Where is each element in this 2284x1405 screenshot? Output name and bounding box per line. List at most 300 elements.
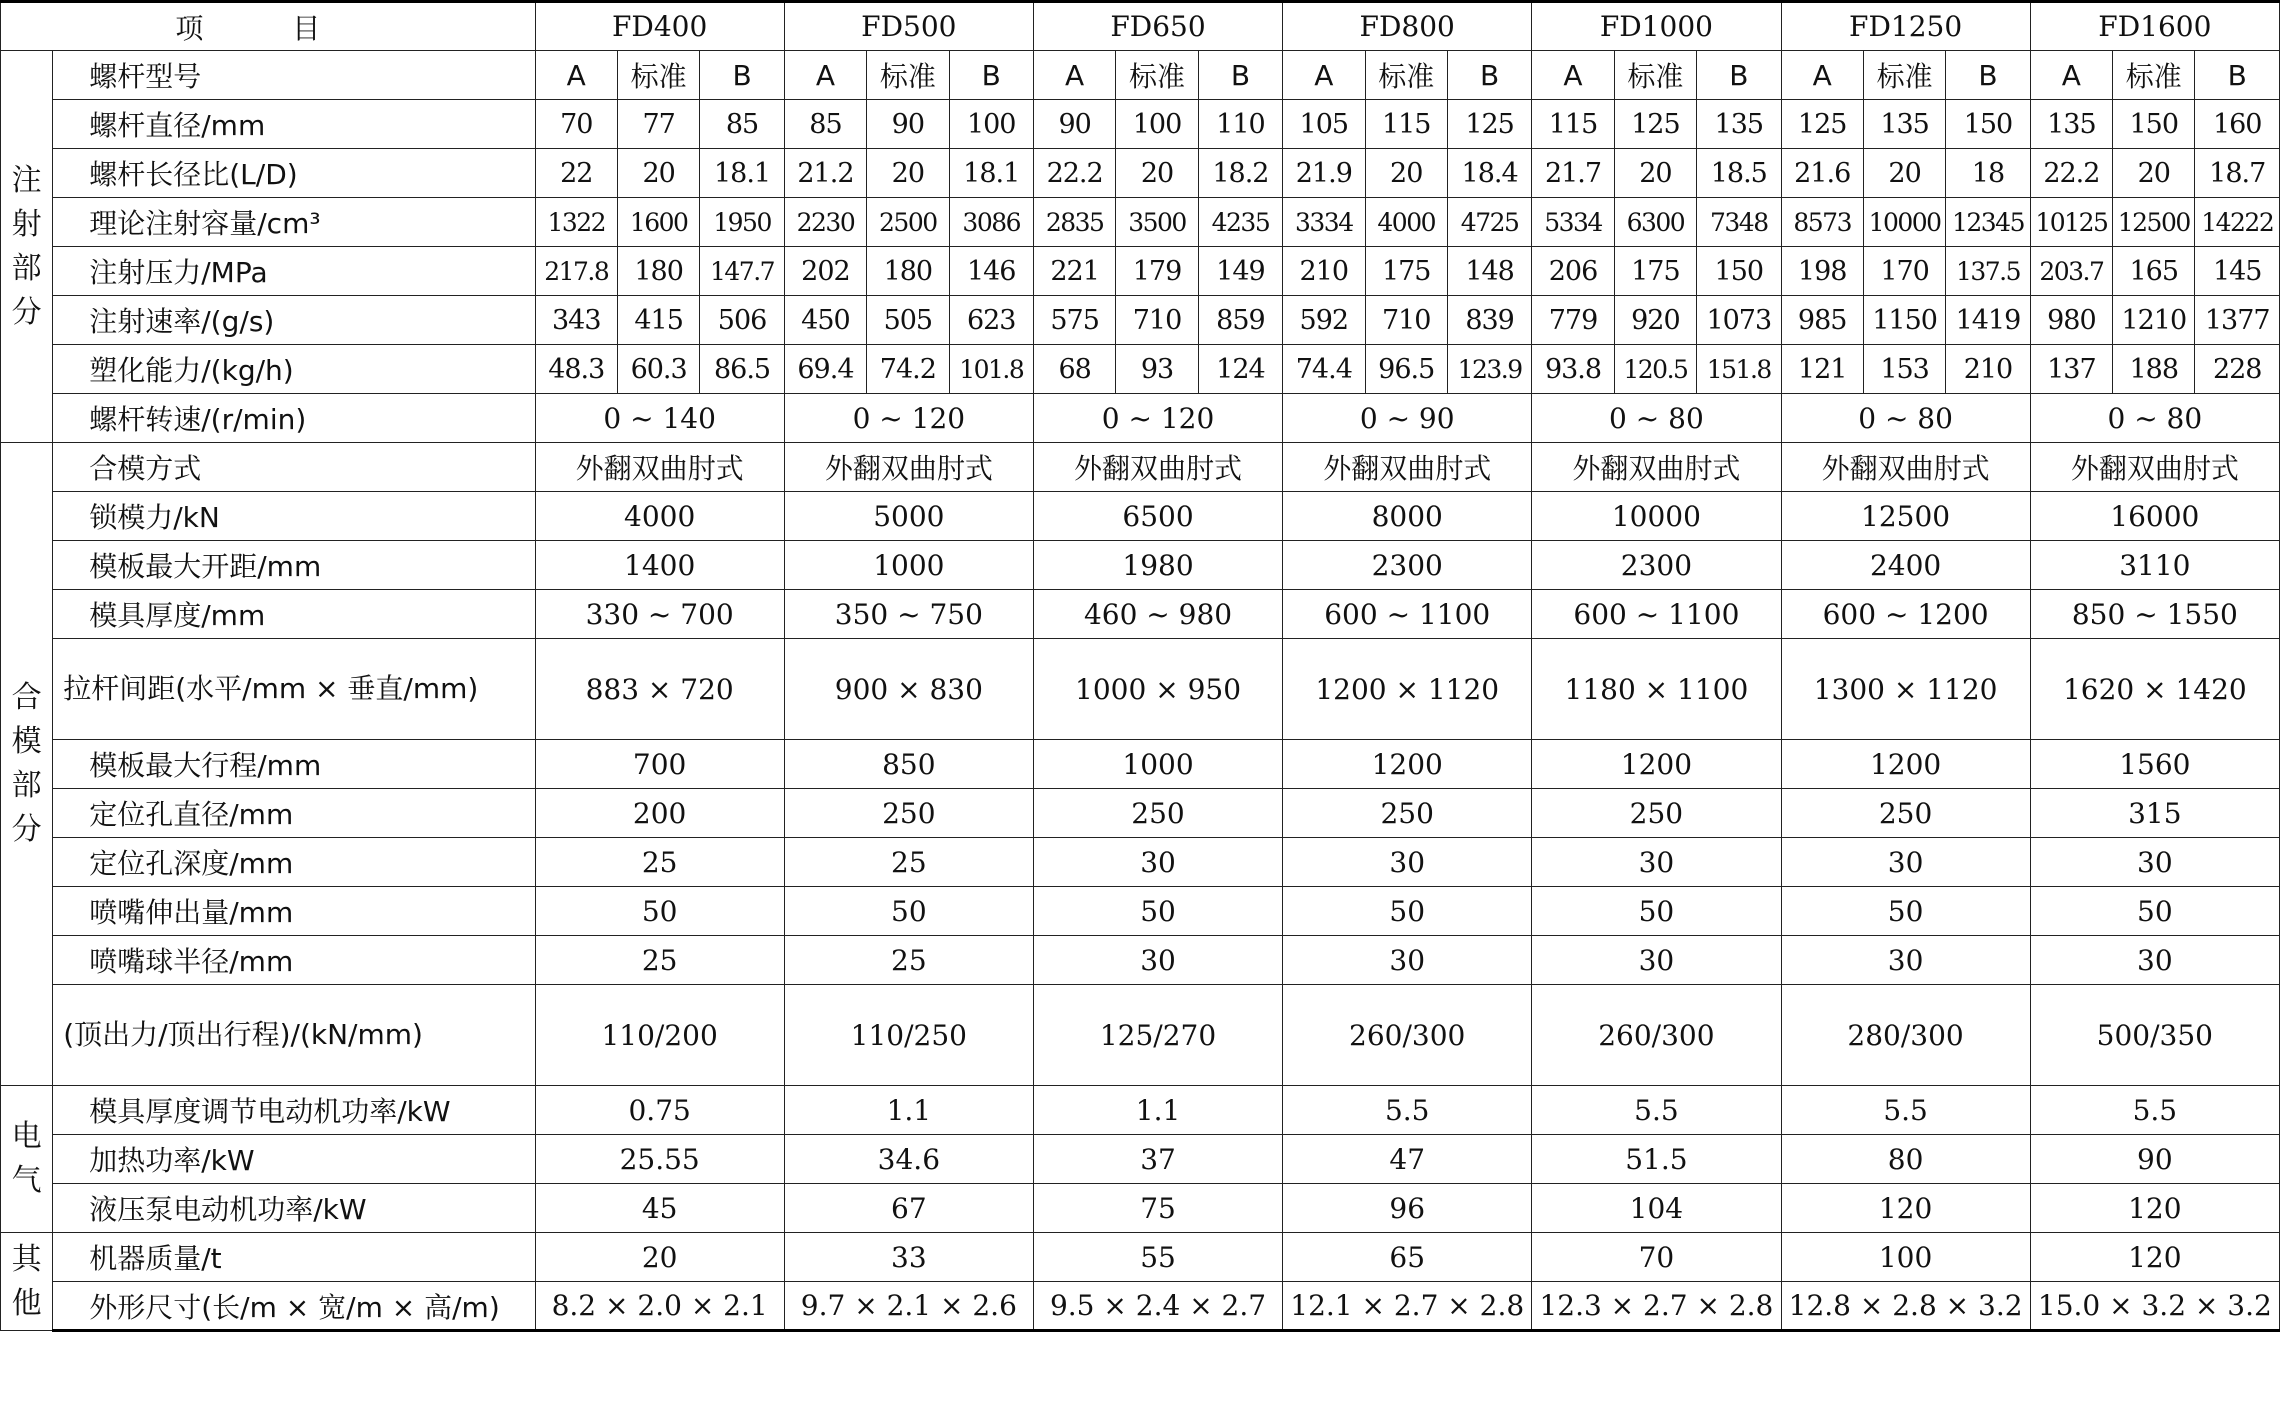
table-cell: 65	[1283, 1233, 1532, 1282]
table-cell: 外翻双曲肘式	[1283, 443, 1532, 492]
table-cell: 4725	[1447, 198, 1531, 247]
table-cell: 315	[2030, 789, 2279, 838]
table-cell: 74.4	[1283, 345, 1365, 394]
table-cell: 920	[1614, 296, 1696, 345]
table-cell: 50	[535, 887, 784, 936]
table-cell: 203.7	[2030, 247, 2112, 296]
table-cell: 25	[535, 838, 784, 887]
table-cell: 3110	[2030, 541, 2279, 590]
table-cell: 93	[1116, 345, 1198, 394]
table-cell: 160	[2195, 100, 2280, 149]
row-nozzle-radius	[1, 936, 2280, 985]
table-cell: 1300 × 1120	[1781, 639, 2030, 740]
table-cell: 883 × 720	[535, 639, 784, 740]
table-cell: B	[1697, 51, 1781, 100]
table-cell: 18.1	[700, 149, 784, 198]
table-cell: 2835	[1033, 198, 1115, 247]
table-cell: 210	[1946, 345, 2030, 394]
table-cell: 135	[2030, 100, 2112, 149]
table-cell: 18.4	[1447, 149, 1531, 198]
table-cell: 1073	[1697, 296, 1781, 345]
table-cell: 221	[1033, 247, 1115, 296]
row-label: 加热功率/kW	[53, 1135, 535, 1184]
table-cell: 779	[1532, 296, 1614, 345]
table-cell: 1377	[2195, 296, 2280, 345]
table-cell: 1620 × 1420	[2030, 639, 2279, 740]
table-cell: 260/300	[1532, 985, 1781, 1086]
table-cell: 850 ~ 1550	[2030, 590, 2279, 639]
table-cell: 18.2	[1198, 149, 1282, 198]
row-mold-motor	[1, 1086, 2280, 1135]
table-cell: 147.7	[700, 247, 784, 296]
table-cell: 30	[1532, 838, 1781, 887]
row-heating	[1, 1135, 2280, 1184]
table-cell: 1000	[1033, 740, 1282, 789]
table-cell: 415	[617, 296, 699, 345]
table-cell: 45	[535, 1184, 784, 1233]
table-cell: 260/300	[1283, 985, 1532, 1086]
table-cell: 115	[1532, 100, 1614, 149]
table-cell: 1.1	[784, 1086, 1033, 1135]
table-cell: 21.7	[1532, 149, 1614, 198]
table-cell: 101.8	[949, 345, 1033, 394]
table-cell: 外翻双曲肘式	[784, 443, 1033, 492]
table-cell: 外翻双曲肘式	[535, 443, 784, 492]
table-cell: 9.5 × 2.4 × 2.7	[1033, 1282, 1282, 1331]
table-cell: 150	[1697, 247, 1781, 296]
row-injection-rate	[1, 296, 2280, 345]
table-cell: 710	[1116, 296, 1198, 345]
table-cell: 900 × 830	[784, 639, 1033, 740]
table-cell: 22.2	[2030, 149, 2112, 198]
row-clamp-force	[1, 492, 2280, 541]
table-cell: 6500	[1033, 492, 1282, 541]
table-cell: 70	[535, 100, 617, 149]
table-cell: A	[1283, 51, 1365, 100]
table-cell: 0 ~ 120	[784, 394, 1033, 443]
row-max-opening	[1, 541, 2280, 590]
row-mold-thickness	[1, 590, 2280, 639]
table-cell: 50	[784, 887, 1033, 936]
table-cell: 120.5	[1614, 345, 1696, 394]
row-clamp-method	[1, 443, 2280, 492]
table-cell: 150	[2113, 100, 2195, 149]
table-cell: 4000	[1365, 198, 1447, 247]
row-locating-depth	[1, 838, 2280, 887]
table-cell: 85	[700, 100, 784, 149]
table-cell: 外翻双曲肘式	[1781, 443, 2030, 492]
table-cell: 90	[867, 100, 949, 149]
table-cell: 5.5	[1781, 1086, 2030, 1135]
table-cell: A	[535, 51, 617, 100]
model-header: FD1250	[1781, 2, 2030, 51]
table-cell: 21.6	[1781, 149, 1863, 198]
table-cell: 标准	[617, 51, 699, 100]
table-cell: 标准	[1614, 51, 1696, 100]
table-cell: 8.2 × 2.0 × 2.1	[535, 1282, 784, 1331]
table-cell: 3334	[1283, 198, 1365, 247]
table-cell: 67	[784, 1184, 1033, 1233]
row-label: 模板最大开距/mm	[53, 541, 535, 590]
table-cell: 93.8	[1532, 345, 1614, 394]
table-cell: 137	[2030, 345, 2112, 394]
table-cell: 47	[1283, 1135, 1532, 1184]
table-cell: 100	[949, 100, 1033, 149]
table-cell: 20	[1116, 149, 1198, 198]
table-cell: 1560	[2030, 740, 2279, 789]
table-cell: 2230	[784, 198, 866, 247]
table-cell: 30	[1781, 838, 2030, 887]
table-cell: 343	[535, 296, 617, 345]
row-label: (顶出力/顶出行程)/(kN/mm)	[53, 985, 535, 1086]
table-cell: 12.1 × 2.7 × 2.8	[1283, 1282, 1532, 1331]
table-cell: 96.5	[1365, 345, 1447, 394]
table-cell: 50	[1781, 887, 2030, 936]
table-cell: B	[1198, 51, 1282, 100]
table-cell: 86.5	[700, 345, 784, 394]
table-cell: 110/200	[535, 985, 784, 1086]
table-cell: 2400	[1781, 541, 2030, 590]
table-cell: 48.3	[535, 345, 617, 394]
table-cell: 77	[617, 100, 699, 149]
table-cell: 250	[1781, 789, 2030, 838]
table-cell: 75	[1033, 1184, 1282, 1233]
table-cell: 121	[1781, 345, 1863, 394]
table-cell: 330 ~ 700	[535, 590, 784, 639]
table-cell: 350 ~ 750	[784, 590, 1033, 639]
table-cell: 30	[1781, 936, 2030, 985]
table-cell: 外翻双曲肘式	[1532, 443, 1781, 492]
table-cell: A	[784, 51, 866, 100]
table-cell: 206	[1532, 247, 1614, 296]
table-cell: 600 ~ 1100	[1532, 590, 1781, 639]
table-cell: 3086	[949, 198, 1033, 247]
table-cell: 150	[1946, 100, 2030, 149]
table-cell: 20	[1614, 149, 1696, 198]
table-cell: 20	[617, 149, 699, 198]
table-cell: 2300	[1532, 541, 1781, 590]
table-cell: 33	[784, 1233, 1033, 1282]
table-cell: 0 ~ 140	[535, 394, 784, 443]
table-cell: 18.7	[2195, 149, 2280, 198]
table-cell: 10000	[1863, 198, 1945, 247]
table-cell: 700	[535, 740, 784, 789]
row-label: 模板最大行程/mm	[53, 740, 535, 789]
table-cell: B	[1946, 51, 2030, 100]
table-cell: 202	[784, 247, 866, 296]
table-cell: 30	[1033, 838, 1282, 887]
table-cell: 12500	[2113, 198, 2195, 247]
table-cell: 30	[1532, 936, 1781, 985]
table-cell: 70	[1532, 1233, 1781, 1282]
table-cell: 137.5	[1946, 247, 2030, 296]
table-cell: 34.6	[784, 1135, 1033, 1184]
row-locating-diameter	[1, 789, 2280, 838]
table-cell: 21.2	[784, 149, 866, 198]
table-cell: 859	[1198, 296, 1282, 345]
table-cell: 16000	[2030, 492, 2279, 541]
model-header: FD500	[784, 2, 1033, 51]
table-cell: 90	[1033, 100, 1115, 149]
table-cell: 0 ~ 120	[1033, 394, 1282, 443]
table-cell: 7348	[1697, 198, 1781, 247]
row-pump-motor	[1, 1184, 2280, 1233]
table-cell: 标准	[867, 51, 949, 100]
table-cell: 135	[1697, 100, 1781, 149]
table-cell: 12345	[1946, 198, 2030, 247]
row-label: 螺杆型号	[53, 51, 535, 100]
table-cell: 188	[2113, 345, 2195, 394]
table-cell: 标准	[1863, 51, 1945, 100]
table-cell: 68	[1033, 345, 1115, 394]
table-cell: 12.3 × 2.7 × 2.8	[1532, 1282, 1781, 1331]
table-cell: 0 ~ 80	[1532, 394, 1781, 443]
table-cell: B	[1447, 51, 1531, 100]
row-label: 模具厚度调节电动机功率/kW	[53, 1086, 535, 1135]
row-label: 喷嘴球半径/mm	[53, 936, 535, 985]
table-cell: 标准	[1365, 51, 1447, 100]
table-cell: 50	[1532, 887, 1781, 936]
table-cell: 104	[1532, 1184, 1781, 1233]
table-cell: 25	[784, 936, 1033, 985]
table-cell: 228	[2195, 345, 2280, 394]
table-cell: 25	[535, 936, 784, 985]
item-header: 项 目	[1, 2, 536, 51]
row-label: 塑化能力/(kg/h)	[53, 345, 535, 394]
table-cell: 20	[1863, 149, 1945, 198]
table-cell: 3500	[1116, 198, 1198, 247]
table-cell: 外翻双曲肘式	[2030, 443, 2279, 492]
table-cell: 25	[784, 838, 1033, 887]
table-cell: 105	[1283, 100, 1365, 149]
model-header: FD1000	[1532, 2, 1781, 51]
table-cell: 506	[700, 296, 784, 345]
table-cell: 12.8 × 2.8 × 3.2	[1781, 1282, 2030, 1331]
table-cell: 20	[2113, 149, 2195, 198]
table-cell: 9.7 × 2.1 × 2.6	[784, 1282, 1033, 1331]
table-cell: 5.5	[1283, 1086, 1532, 1135]
row-label: 外形尺寸(长/m × 宽/m × 高/m)	[53, 1282, 535, 1331]
table-cell: 20	[1365, 149, 1447, 198]
table-cell: 1000	[784, 541, 1033, 590]
table-cell: 250	[1033, 789, 1282, 838]
table-cell: 623	[949, 296, 1033, 345]
table-cell: 600 ~ 1200	[1781, 590, 2030, 639]
table-cell: 1200	[1532, 740, 1781, 789]
row-label: 注射速率/(g/s)	[53, 296, 535, 345]
table-cell: 20	[867, 149, 949, 198]
row-label: 拉杆间距(水平/mm × 垂直/mm)	[53, 639, 535, 740]
table-cell: 1.1	[1033, 1086, 1282, 1135]
table-cell: 175	[1365, 247, 1447, 296]
table-cell: 151.8	[1697, 345, 1781, 394]
table-cell: 985	[1781, 296, 1863, 345]
table-cell: 180	[867, 247, 949, 296]
table-cell: 125/270	[1033, 985, 1282, 1086]
table-cell: 20	[535, 1233, 784, 1282]
table-cell: 85	[784, 100, 866, 149]
table-cell: 1000 × 950	[1033, 639, 1282, 740]
row-ejector	[1, 985, 2280, 1086]
table-cell: 1400	[535, 541, 784, 590]
table-cell: 22.2	[1033, 149, 1115, 198]
table-cell: 100	[1781, 1233, 2030, 1282]
table-cell: 4235	[1198, 198, 1282, 247]
table-cell: 4000	[535, 492, 784, 541]
model-header: FD650	[1033, 2, 1282, 51]
table-cell: 74.2	[867, 345, 949, 394]
table-cell: 30	[2030, 936, 2279, 985]
model-header: FD1600	[2030, 2, 2279, 51]
row-screw-type	[1, 51, 2280, 100]
table-cell: A	[1532, 51, 1614, 100]
table-cell: 18.1	[949, 149, 1033, 198]
row-label: 螺杆转速/(r/min)	[53, 394, 535, 443]
table-cell: 175	[1614, 247, 1696, 296]
group-other: 其他	[1, 1233, 53, 1331]
row-nozzle-protrusion	[1, 887, 2280, 936]
row-label: 模具厚度/mm	[53, 590, 535, 639]
table-cell: 198	[1781, 247, 1863, 296]
table-cell: 710	[1365, 296, 1447, 345]
row-max-stroke	[1, 740, 2280, 789]
table-cell: 170	[1863, 247, 1945, 296]
table-cell: 120	[2030, 1184, 2279, 1233]
table-cell: 217.8	[535, 247, 617, 296]
table-cell: 125	[1447, 100, 1531, 149]
group-injection: 注射部分	[1, 51, 53, 443]
table-cell: 5000	[784, 492, 1033, 541]
table-cell: 18.5	[1697, 149, 1781, 198]
table-cell: 6300	[1614, 198, 1696, 247]
row-label: 注射压力/MPa	[53, 247, 535, 296]
table-cell: 51.5	[1532, 1135, 1781, 1184]
table-cell: 96	[1283, 1184, 1532, 1233]
table-cell: 1200	[1781, 740, 2030, 789]
table-cell: 69.4	[784, 345, 866, 394]
table-cell: 110/250	[784, 985, 1033, 1086]
table-cell: 30	[1283, 838, 1532, 887]
row-label: 锁模力/kN	[53, 492, 535, 541]
row-ld-ratio	[1, 149, 2280, 198]
table-cell: 250	[784, 789, 1033, 838]
table-cell: 839	[1447, 296, 1531, 345]
table-cell: 110	[1198, 100, 1282, 149]
table-cell: 50	[2030, 887, 2279, 936]
table-cell: B	[949, 51, 1033, 100]
table-cell: A	[1033, 51, 1115, 100]
table-cell: 50	[1033, 887, 1282, 936]
table-cell: 500/350	[2030, 985, 2279, 1086]
table-cell: 125	[1614, 100, 1696, 149]
row-label: 机器质量/t	[53, 1233, 535, 1282]
row-label: 液压泵电动机功率/kW	[53, 1184, 535, 1233]
table-cell: 0.75	[535, 1086, 784, 1135]
table-cell: 980	[2030, 296, 2112, 345]
header-row	[1, 2, 2280, 51]
table-cell: 1600	[617, 198, 699, 247]
row-plasticizing	[1, 345, 2280, 394]
table-cell: 1950	[700, 198, 784, 247]
table-cell: 1200	[1283, 740, 1532, 789]
row-screw-speed	[1, 394, 2280, 443]
table-cell: 21.9	[1283, 149, 1365, 198]
table-cell: 592	[1283, 296, 1365, 345]
table-cell: 210	[1283, 247, 1365, 296]
table-cell: 2300	[1283, 541, 1532, 590]
table-cell: 179	[1116, 247, 1198, 296]
table-cell: 600 ~ 1100	[1283, 590, 1532, 639]
table-cell: 0 ~ 80	[1781, 394, 2030, 443]
table-cell: 5.5	[1532, 1086, 1781, 1135]
table-cell: 1322	[535, 198, 617, 247]
table-cell: 30	[2030, 838, 2279, 887]
table-cell: 30	[1283, 936, 1532, 985]
table-cell: 153	[1863, 345, 1945, 394]
table-cell: 5334	[1532, 198, 1614, 247]
table-cell: 180	[617, 247, 699, 296]
table-cell: 30	[1033, 936, 1282, 985]
table-cell: 22	[535, 149, 617, 198]
table-cell: 120	[1781, 1184, 2030, 1233]
table-cell: 280/300	[1781, 985, 2030, 1086]
row-machine-mass	[1, 1233, 2280, 1282]
group-electrical: 电气	[1, 1086, 53, 1233]
row-label: 定位孔直径/mm	[53, 789, 535, 838]
row-label: 喷嘴伸出量/mm	[53, 887, 535, 936]
table-cell: 200	[535, 789, 784, 838]
row-screw-diameter	[1, 100, 2280, 149]
table-cell: 460 ~ 980	[1033, 590, 1282, 639]
table-cell: 145	[2195, 247, 2280, 296]
table-cell: 14222	[2195, 198, 2280, 247]
table-cell: 505	[867, 296, 949, 345]
table-cell: 80	[1781, 1135, 2030, 1184]
table-cell: 5.5	[2030, 1086, 2279, 1135]
table-cell: A	[2030, 51, 2112, 100]
table-cell: 450	[784, 296, 866, 345]
table-cell: 0 ~ 80	[2030, 394, 2279, 443]
table-cell: 8000	[1283, 492, 1532, 541]
table-cell: 1180 × 1100	[1532, 639, 1781, 740]
table-cell: 18	[1946, 149, 2030, 198]
table-cell: 120	[2030, 1233, 2279, 1282]
row-label: 定位孔深度/mm	[53, 838, 535, 887]
table-cell: 55	[1033, 1233, 1282, 1282]
table-cell: 1419	[1946, 296, 2030, 345]
table-cell: 1150	[1863, 296, 1945, 345]
table-cell: 0 ~ 90	[1283, 394, 1532, 443]
table-cell: 15.0 × 3.2 × 3.2	[2030, 1282, 2279, 1331]
table-cell: 575	[1033, 296, 1115, 345]
table-cell: 标准	[1116, 51, 1198, 100]
row-tie-bar-spacing	[1, 639, 2280, 740]
table-cell: 50	[1283, 887, 1532, 936]
table-cell: 10125	[2030, 198, 2112, 247]
row-shot-volume	[1, 198, 2280, 247]
row-label: 螺杆长径比(L/D)	[53, 149, 535, 198]
row-dimensions	[1, 1282, 2280, 1331]
table-cell: 60.3	[617, 345, 699, 394]
row-label: 合模方式	[53, 443, 535, 492]
table-cell: 250	[1283, 789, 1532, 838]
table-cell: B	[700, 51, 784, 100]
table-cell: 115	[1365, 100, 1447, 149]
table-cell: 外翻双曲肘式	[1033, 443, 1282, 492]
row-injection-pressure	[1, 247, 2280, 296]
table-cell: 250	[1532, 789, 1781, 838]
table-cell: 2500	[867, 198, 949, 247]
